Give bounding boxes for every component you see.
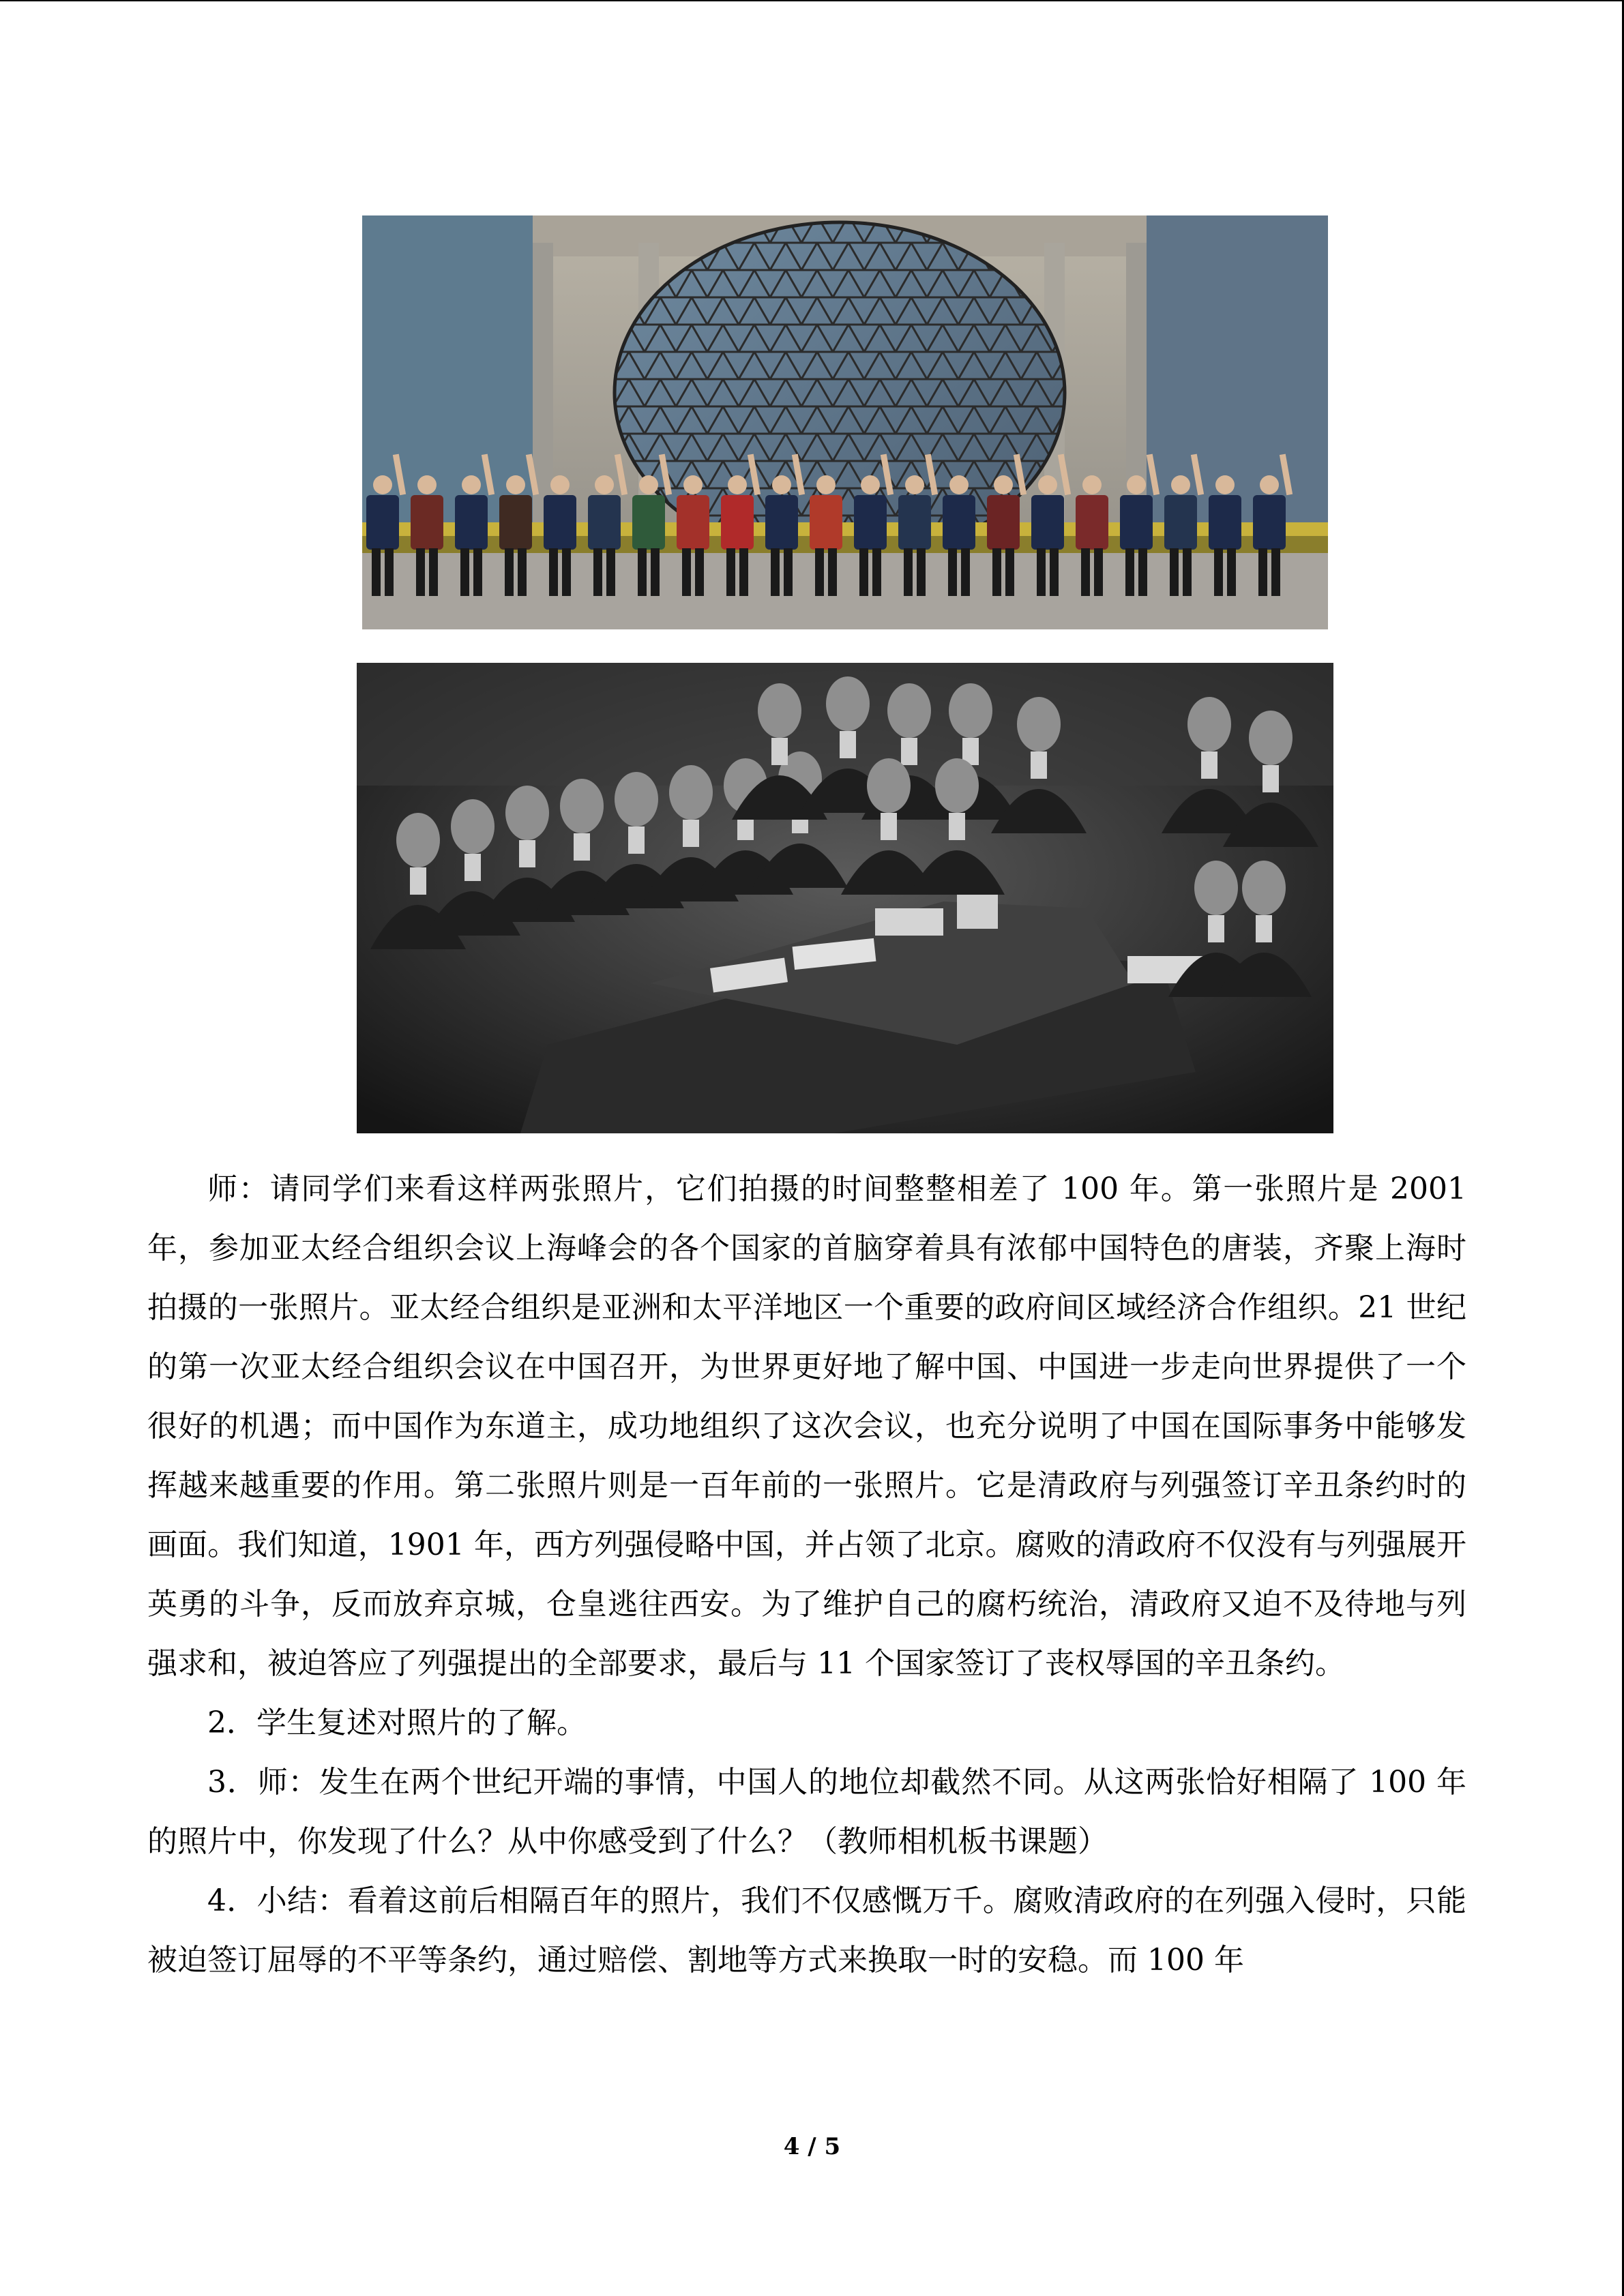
apec-photo — [362, 215, 1328, 629]
boxer-protocol-photo — [357, 663, 1333, 1133]
paragraph-step-4: 4．小结：看着这前后相隔百年的照片，我们不仅感慨万千。腐败清政府的在列强入侵时，只能被迫签订屈辱的不平等条约，通过赔偿、割地等方式来换取一时的安稳。而 100 年 — [147, 1883, 1466, 1978]
paragraph-teacher-intro: 师：请同学们来看这样两张照片，它们拍摄的时间整整相差了 100 年。第一张照片是 2001 年，参加亚太经合组织会议上海峰会的各个国家的首脑穿着具有浓郁中国特色的唐装，齐聚上海时拍摄的一张照片。亚太经合组织是亚洲和太平洋地区一个重要的政府间区域经济合作组织。21 世纪的第一次亚太经合组织会议在中国召开，为世界更好地了解中国、中国进一步走向世界提供了一个很好的机遇；而中国作为东道主，成功地组织了这次会议，也充分说明了中国在国际事务中能够发挥越来越重要的作用。第二张照片则是一百年前的一张照片。它是清政府与列强签订辛丑条约时的画面。我们知道，1901 年，西方列强侵略中国，并占领了北京。腐败的清政府不仅没有与列强展开英勇的斗争，反而放弃京城，仓皇逃往西安。为了维护自己的腐朽统治，清政府又迫不及待地与列强求和，被迫答应了列强提出的全部要求，最后与 11 个国家签订了丧权辱国的辛丑条约。 — [147, 1172, 1466, 1681]
apec-photo-illustration — [362, 215, 1328, 629]
paragraph-step-2: 2．学生复述对照片的了解。 — [207, 1705, 587, 1740]
page-number: 4 / 5 — [783, 2133, 841, 2160]
paragraph-step-3: 3．师：发生在两个世纪开端的事情，中国人的地位却截然不同。从这两张恰好相隔了 100 年的照片中，你发现了什么？从中你感受到了什么？（教师相机板书课题） — [147, 1765, 1466, 1859]
boxer-protocol-photo-illustration — [357, 663, 1333, 1133]
body-text — [147, 1159, 1466, 1990]
page-top-border — [0, 0, 1624, 1]
